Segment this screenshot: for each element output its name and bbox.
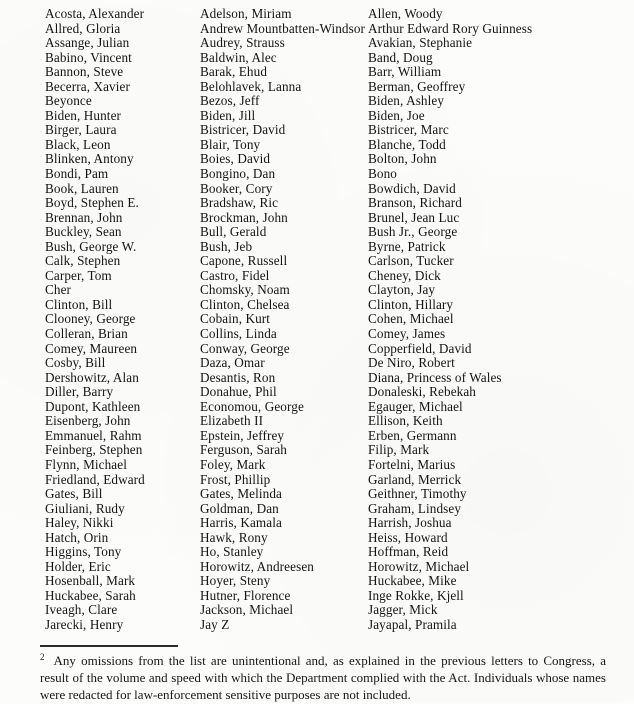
- list-item: Booker, Cory: [200, 180, 273, 196]
- list-item: Comey, James: [368, 326, 446, 342]
- list-item: Biden, Jill: [200, 107, 256, 123]
- list-item: Clayton, Jay: [368, 282, 436, 298]
- list-item: Barak, Ehud: [200, 64, 268, 80]
- list-item: Becerra, Xavier: [45, 78, 130, 94]
- list-item: Cher: [45, 282, 72, 298]
- list-item: Hoffman, Reid: [368, 544, 449, 560]
- list-item: Castro, Fidel: [200, 267, 270, 283]
- list-item: Avakian, Stephanie: [368, 35, 473, 51]
- list-item: Heiss, Howard: [368, 529, 448, 545]
- list-item: Egauger, Michael: [368, 398, 463, 414]
- list-item: Arthur Edward Rory Guinness: [368, 20, 533, 36]
- list-item: Brockman, John: [200, 209, 288, 225]
- list-item: Feinberg, Stephen: [45, 442, 143, 458]
- list-item: Copperfield, David: [368, 340, 472, 356]
- list-item: Huckabee, Mike: [368, 573, 457, 589]
- list-item: Gates, Bill: [45, 486, 103, 502]
- list-item: Epstein, Jeffrey: [200, 427, 285, 443]
- list-item: Audrey, Strauss: [200, 35, 285, 51]
- list-item: Baldwin, Alec: [200, 49, 277, 65]
- list-item: Jayapal, Pramila: [368, 616, 457, 632]
- footnote-divider: [40, 645, 178, 647]
- list-item: Blanche, Todd: [368, 136, 446, 152]
- list-item: Bistricer, Marc: [368, 122, 449, 138]
- list-item: Horowitz, Andreesen: [200, 558, 314, 574]
- list-item: Fortelni, Marius: [368, 456, 456, 472]
- list-item: Desantis, Ron: [200, 369, 276, 385]
- list-item: Bush, George W.: [45, 238, 137, 254]
- list-item: Comey, Maureen: [45, 340, 138, 356]
- list-item: Belohlavek, Lanna: [200, 78, 302, 94]
- names-column-1: [45, 7, 145, 633]
- list-item: Iveagh, Clare: [45, 602, 118, 618]
- list-item: Collins, Linda: [200, 326, 277, 342]
- list-item: Babino, Vincent: [45, 49, 132, 65]
- list-item: De Niro, Robert: [368, 355, 455, 371]
- footnote-text: Any omissions from the list are unintentional and, as explained in the previous letters to Congress, a result of the volume and speed with which the Department complied with the Act. Individuals whose names were redacted for law-enforcement sensitive purposes are not included.: [40, 653, 606, 703]
- list-item: Bondi, Pam: [45, 166, 109, 182]
- list-item: Bistricer, David: [200, 122, 286, 138]
- list-item: Clinton, Bill: [45, 296, 113, 312]
- list-item: Cheney, Dick: [368, 267, 441, 283]
- list-item: Diller, Barry: [45, 384, 114, 400]
- list-item: Hoyer, Steny: [200, 573, 271, 589]
- list-item: Hawk, Rony: [200, 529, 268, 545]
- list-item: Holder, Eric: [45, 558, 111, 574]
- list-item: Bowdich, David: [368, 180, 456, 196]
- list-item: Daza, Omar: [200, 355, 265, 371]
- list-item: Hatch, Orin: [45, 529, 109, 545]
- list-item: Eisenberg, John: [45, 413, 131, 429]
- list-item: Byrne, Patrick: [368, 238, 446, 254]
- list-item: Carlson, Tucker: [368, 253, 454, 269]
- list-item: Bongino, Dan: [200, 166, 276, 182]
- list-item: Giuliani, Rudy: [45, 500, 125, 516]
- list-item: Emmanuel, Rahm: [45, 427, 142, 443]
- list-item: Brunel, Jean Luc: [368, 209, 460, 225]
- list-item: Allen, Woody: [368, 6, 443, 21]
- list-item: Dershowitz, Alan: [45, 369, 139, 385]
- list-item: Friedland, Edward: [45, 471, 145, 487]
- list-item: Diana, Princess of Wales: [368, 369, 502, 385]
- footnote-paragraph: [40, 652, 606, 704]
- list-item: Carper, Tom: [45, 267, 112, 283]
- list-item: Buckley, Sean: [45, 224, 122, 240]
- list-item: Capone, Russell: [200, 253, 288, 269]
- list-item: Ellison, Keith: [368, 413, 443, 429]
- list-item: Filip, Mark: [368, 442, 430, 458]
- list-item: Bush Jr., George: [368, 224, 458, 240]
- list-item: Jagger, Mick: [368, 602, 438, 618]
- list-item: Branson, Richard: [368, 195, 462, 211]
- list-item: Biden, Hunter: [45, 107, 122, 123]
- list-item: Haley, Nikki: [45, 515, 114, 531]
- list-item: Band, Doug: [368, 49, 433, 65]
- list-item: Jackson, Michael: [200, 602, 294, 618]
- list-item: Economou, George: [200, 398, 304, 414]
- list-item: Birger, Laura: [45, 122, 117, 138]
- list-item: Berman, Geoffrey: [368, 78, 466, 94]
- list-item: Erben, Germann: [368, 427, 457, 443]
- list-item: Barr, William: [368, 64, 442, 80]
- list-item: Dupont, Kathleen: [45, 398, 141, 414]
- list-item: Boyd, Stephen E.: [45, 195, 139, 211]
- list-item: Hutner, Florence: [200, 587, 291, 603]
- list-item: Jarecki, Henry: [45, 616, 124, 632]
- list-item: Bezos, Jeff: [200, 93, 260, 109]
- list-item: Colleran, Brian: [45, 326, 128, 342]
- list-item: Hosenball, Mark: [45, 573, 136, 589]
- list-item: Harrish, Joshua: [368, 515, 452, 531]
- list-item: Bush, Jeb: [200, 238, 253, 254]
- list-item: Elizabeth II: [200, 413, 264, 429]
- list-item: Geithner, Timothy: [368, 486, 467, 502]
- list-item: Garland, Merrick: [368, 471, 462, 487]
- list-item: Blinken, Antony: [45, 151, 134, 167]
- list-item: Flynn, Michael: [45, 456, 127, 472]
- list-item: Graham, Lindsey: [368, 500, 462, 516]
- list-item: Higgins, Tony: [45, 544, 122, 560]
- list-item: Goldman, Dan: [200, 500, 279, 516]
- list-item: Beyonce: [45, 93, 92, 109]
- list-item: Bradshaw, Ric: [200, 195, 279, 211]
- list-item: Boies, David: [200, 151, 271, 167]
- list-item: Acosta, Alexander: [45, 6, 145, 21]
- list-item: Cosby, Bill: [45, 355, 106, 371]
- list-item: Blair, Tony: [200, 136, 261, 152]
- list-item: Andrew Mountbatten-Windsor: [200, 20, 366, 36]
- list-item: Foley, Mark: [200, 456, 266, 472]
- list-item: Cobain, Kurt: [200, 311, 271, 327]
- list-item: Biden, Ashley: [368, 93, 445, 109]
- list-item: Calk, Stephen: [45, 253, 121, 269]
- list-item: Allred, Gloria: [45, 20, 121, 36]
- list-item: Donahue, Phil: [200, 384, 277, 400]
- list-item: Bono: [368, 166, 397, 182]
- footnote: [40, 645, 606, 704]
- list-item: Horowitz, Michael: [368, 558, 470, 574]
- list-item: Chomsky, Noam: [200, 282, 290, 298]
- list-item: Adelson, Miriam: [200, 6, 292, 21]
- list-item: Bolton, John: [368, 151, 437, 167]
- list-item: Clooney, George: [45, 311, 136, 327]
- list-item: Huckabee, Sarah: [45, 587, 136, 603]
- list-item: Donaleski, Rebekah: [368, 384, 477, 400]
- list-item: Conway, George: [200, 340, 290, 356]
- list-item: Frost, Phillip: [200, 471, 271, 487]
- list-item: Brennan, John: [45, 209, 123, 225]
- list-item: Inge Rokke, Kjell: [368, 587, 464, 603]
- names-column-2: [200, 7, 365, 633]
- list-item: Ho, Stanley: [200, 544, 264, 560]
- list-item: Biden, Joe: [368, 107, 425, 123]
- names-column-3: [368, 7, 532, 633]
- list-item: Clinton, Chelsea: [200, 296, 290, 312]
- list-item: Ferguson, Sarah: [200, 442, 287, 458]
- list-item: Gates, Melinda: [200, 486, 282, 502]
- list-item: Jay Z: [200, 616, 230, 632]
- list-item: Assange, Julian: [45, 35, 130, 51]
- footnote-marker: 2: [40, 651, 45, 662]
- list-item: Black, Leon: [45, 136, 111, 152]
- list-item: Book, Lauren: [45, 180, 119, 196]
- list-item: Bannon, Steve: [45, 64, 124, 80]
- list-item: Clinton, Hillary: [368, 296, 454, 312]
- list-item: Cohen, Michael: [368, 311, 454, 327]
- list-item: Harris, Kamala: [200, 515, 282, 531]
- list-item: Bull, Gerald: [200, 224, 267, 240]
